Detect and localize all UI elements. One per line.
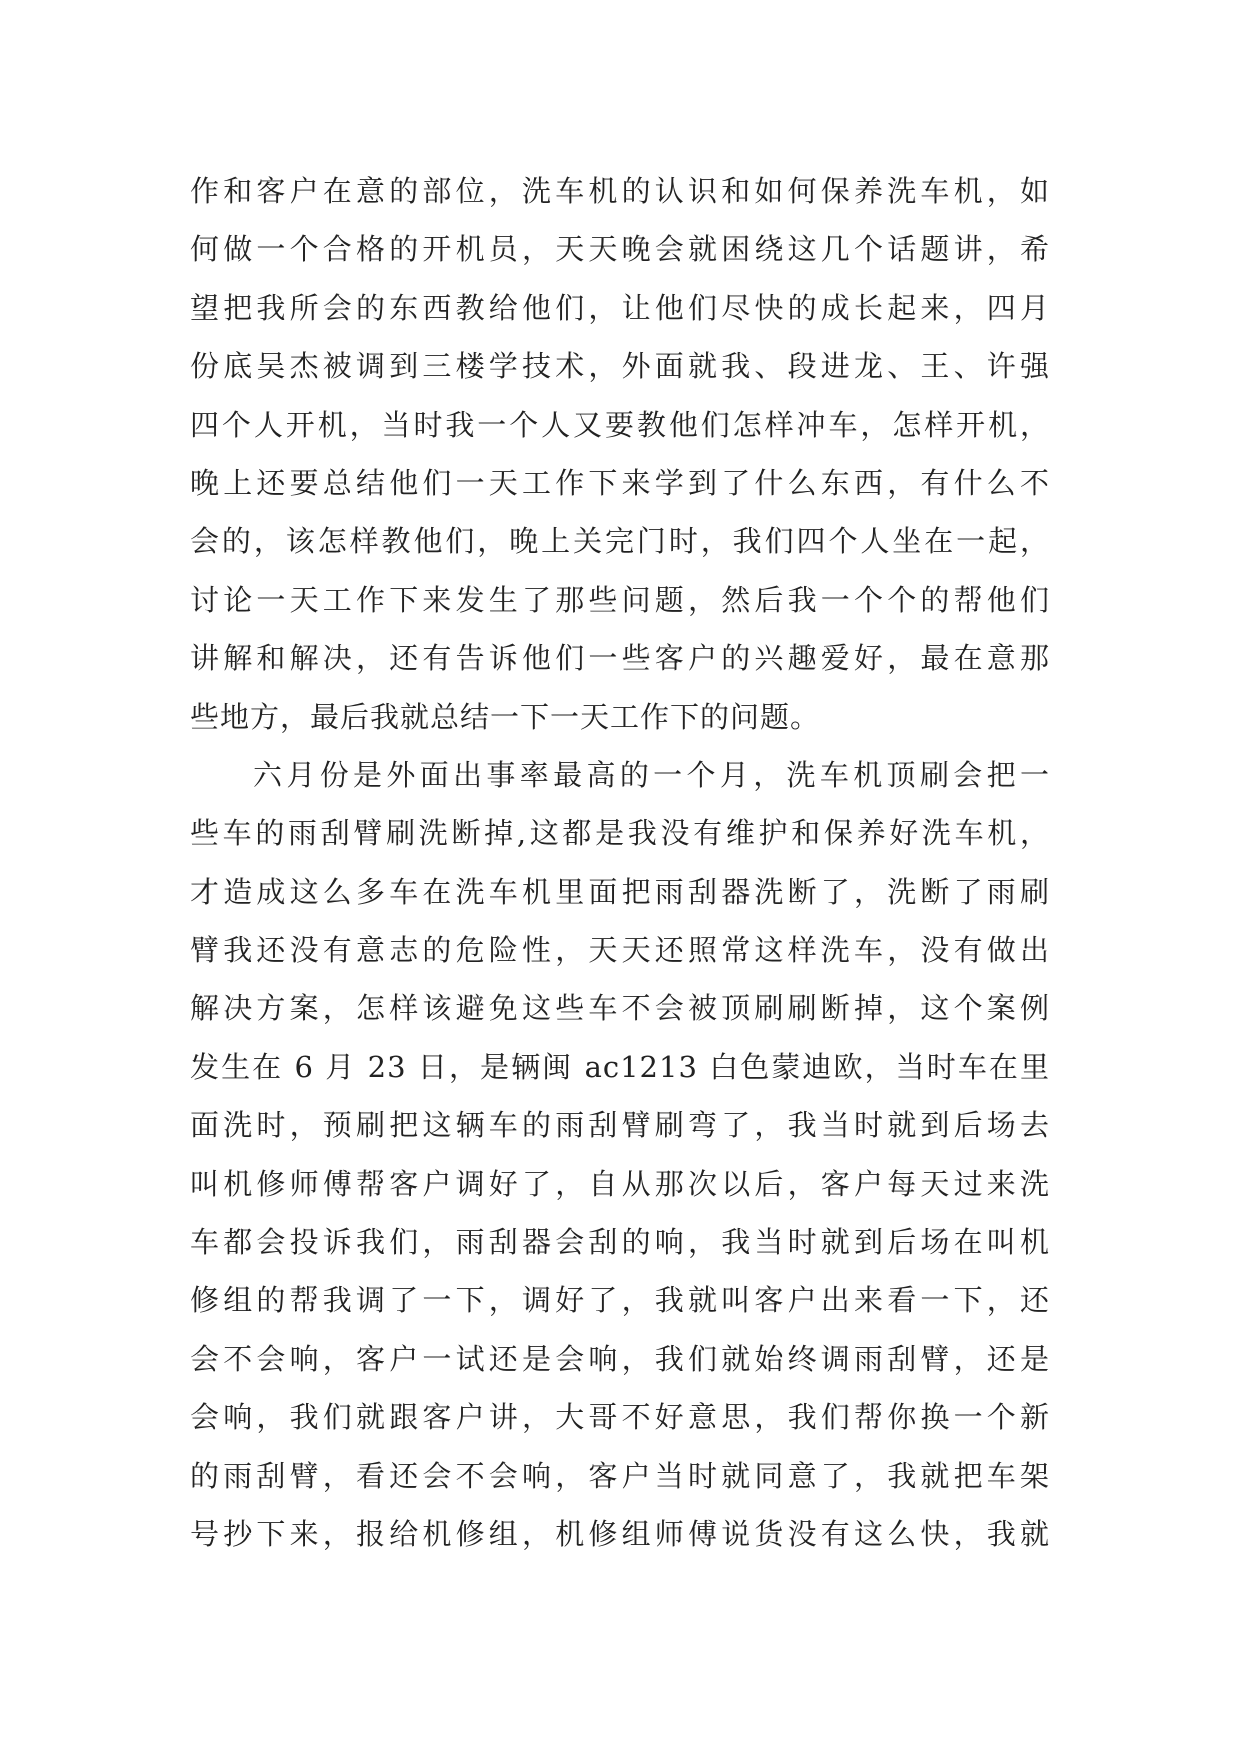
text-line: 才造成这么多车在洗车机里面把雨刮器洗断了，洗断了雨刷 bbox=[190, 874, 1050, 909]
text-line: 晚上还要总结他们一天工作下来学到了什么东西，有什么不 bbox=[190, 465, 1050, 500]
text-line: 会响，我们就跟客户讲，大哥不好意思，我们帮你换一个新 bbox=[190, 1400, 1050, 1435]
paragraph-last-line: 些地方，最后我就总结一下一天工作下的问题。 bbox=[190, 699, 821, 734]
text-line: 面洗时，预刷把这辆车的雨刮臂刷弯了，我当时就到后场去 bbox=[190, 1108, 1050, 1143]
text-line: 叫机修师傅帮客户调好了，自从那次以后，客户每天过来洗 bbox=[190, 1166, 1050, 1201]
text-line: 的雨刮臂，看还会不会响，客户当时就同意了，我就把车架 bbox=[190, 1458, 1050, 1493]
text-line: 修组的帮我调了一下，调好了，我就叫客户出来看一下，还 bbox=[190, 1283, 1050, 1318]
paragraph-first-line: 六月份是外面出事率最高的一个月，洗车机顶刷会把一 bbox=[253, 757, 1050, 792]
text-line: 望把我所会的东西教给他们，让他们尽快的成长起来，四月 bbox=[190, 290, 1050, 325]
text-line: 讲解和解决，还有告诉他们一些客户的兴趣爱好，最在意那 bbox=[190, 641, 1050, 676]
text-line: 些车的雨刮臂刷洗断掉,这都是我没有维护和保养好洗车机， bbox=[190, 816, 1050, 851]
text-line: 四个人开机，当时我一个人又要教他们怎样冲车，怎样开机， bbox=[190, 407, 1050, 442]
text-line: 何做一个合格的开机员，天天晚会就困绕这几个话题讲，希 bbox=[190, 232, 1050, 267]
text-line: 车都会投诉我们，雨刮器会刮的响，我当时就到后场在叫机 bbox=[190, 1225, 1050, 1260]
text-line: 讨论一天工作下来发生了那些问题，然后我一个个的帮他们 bbox=[190, 582, 1050, 617]
body-text bbox=[190, 162, 1050, 1563]
text-line: 会的，该怎样教他们，晚上关完门时，我们四个人坐在一起， bbox=[190, 524, 1050, 559]
text-line: 份底吴杰被调到三楼学技术，外面就我、段进龙、王、许强 bbox=[190, 349, 1050, 384]
text-line: 会不会响，客户一试还是会响，我们就始终调雨刮臂，还是 bbox=[190, 1341, 1050, 1376]
text-line: 解决方案，怎样该避免这些车不会被顶刷刷断掉，这个案例 bbox=[190, 991, 1050, 1026]
text-line: 臂我还没有意志的危险性，天天还照常这样洗车，没有做出 bbox=[190, 933, 1050, 968]
text-line: 作和客户在意的部位，洗车机的认识和如何保养洗车机，如 bbox=[190, 174, 1050, 208]
text-line: 号抄下来，报给机修组，机修组师傅说货没有这么快，我就 bbox=[190, 1516, 1050, 1551]
text-line: 发生在 6 月 23 日，是辆闽 ac1213 白色蒙迪欧，当时车在里 bbox=[190, 1049, 1050, 1084]
